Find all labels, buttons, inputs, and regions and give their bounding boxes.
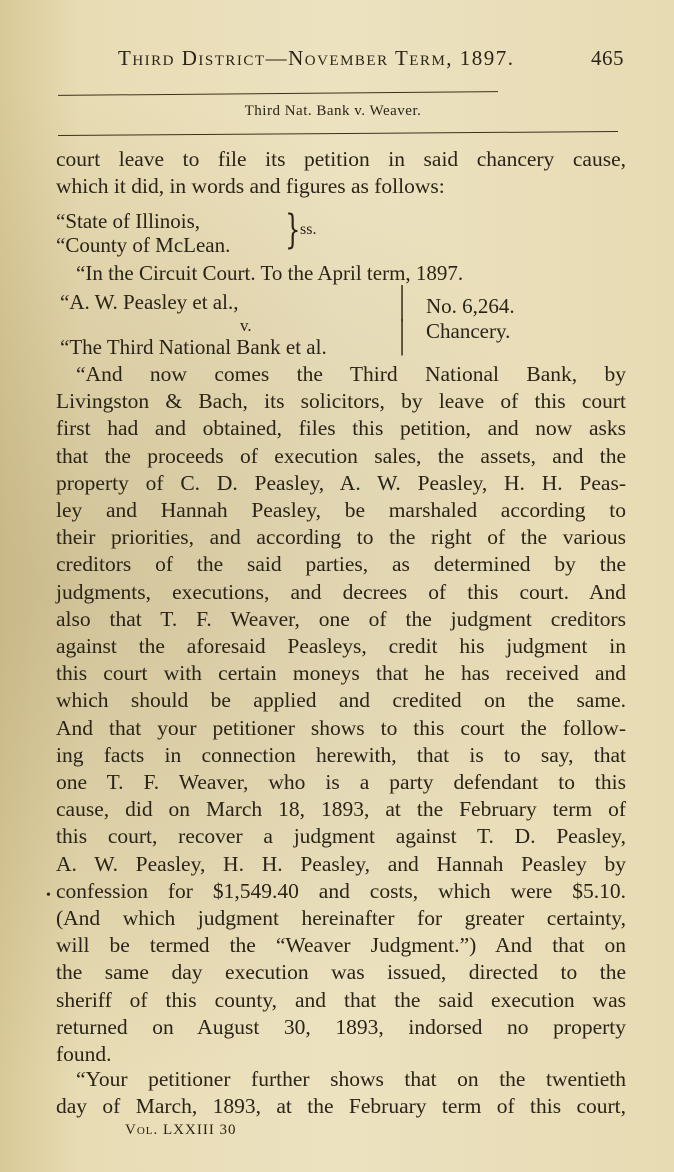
defendant: “The Third National Bank et al. xyxy=(60,335,327,359)
text-line: that the proceeds of execution sales, the assets, and the xyxy=(56,443,626,468)
versus: v. xyxy=(240,316,252,335)
text-line: against the aforesaid Peasleys, credit his judgment in xyxy=(56,634,626,659)
final-paragraph xyxy=(56,1066,626,1120)
text-line: this court, recover a judgment against T. D. Peasley, xyxy=(56,824,626,849)
text-line: the same day execution was issued, directed to the xyxy=(56,960,626,985)
caption-brace-bottom: | xyxy=(399,315,406,356)
margin-mark: • xyxy=(46,888,51,903)
text-line: “And now comes the Third National Bank, by xyxy=(76,362,626,386)
text-line: cause, did on March 18, 1893, at the February term of xyxy=(56,797,626,822)
text-line: day of March, 1893, at the February term of this court, xyxy=(56,1094,626,1119)
signature-mark: Vol. LXXIII 30 xyxy=(125,1122,237,1138)
petition-paragraph xyxy=(56,361,626,1068)
intro-paragraph xyxy=(56,146,626,200)
text-line: first had and obtained, files this petition, and now asks xyxy=(56,416,626,441)
case-number: No. 6,264. xyxy=(426,294,515,318)
venue-state: “State of Illinois, xyxy=(56,209,201,233)
text-line: And that your petitioner shows to this court the follow- xyxy=(56,715,626,740)
text-line: returned on August 30, 1893, indorsed no property xyxy=(56,1014,626,1039)
text-line: one T. F. Weaver, who is a party defendant to this xyxy=(56,770,626,795)
text-line: Livingston & Bach, its solicitors, by leave of this court xyxy=(56,389,626,414)
text-line: this court with certain moneys that he has received and xyxy=(56,661,626,686)
case-title xyxy=(0,103,674,120)
text-line: ley and Hannah Peasley, be marshaled according to xyxy=(56,498,626,523)
text-line: sheriff of this county, and that the said execution was xyxy=(56,987,626,1012)
header-rule xyxy=(58,91,498,96)
text-line: judgments, executions, and decrees of this court. And xyxy=(56,579,626,604)
text-line: court leave to file its petition in said chancery cause, xyxy=(56,147,626,171)
text-line: confession for $1,549.40 and costs, which were $5.10. xyxy=(56,878,626,903)
plaintiff: “A. W. Peasley et al., xyxy=(60,290,239,314)
text-line: creditors of the said parties, as determined by the xyxy=(56,552,626,577)
running-header xyxy=(118,46,624,71)
text-line: which it did, in words and figures as follows: xyxy=(56,174,445,199)
text-line: found. xyxy=(56,1042,112,1067)
page-number: 465 xyxy=(591,46,624,70)
subhead-rule xyxy=(58,131,618,136)
running-title: Third District—November Term, 1897. xyxy=(118,46,515,70)
court-line: “In the Circuit Court. To the April term, 1897. xyxy=(76,261,464,285)
case-type: Chancery. xyxy=(426,319,511,343)
text-line: which should be applied and credited on the same. xyxy=(56,688,626,713)
text-line: A. W. Peasley, H. H. Peasley, and Hannah Peasley by xyxy=(56,851,626,876)
text-line: also that T. F. Weaver, one of the judgment creditors xyxy=(56,606,626,631)
text-line: property of C. D. Peasley, A. W. Peasley, H. H. Peas- xyxy=(56,470,626,495)
venue-brace: } xyxy=(285,207,301,253)
text-line: will be termed the “Weaver Judgment.”) And that on xyxy=(56,933,626,958)
text-line: ing facts in connection herewith, that is to say, that xyxy=(56,742,626,767)
venue-county: “County of McLean. xyxy=(56,233,231,257)
case-title-text: Third Nat. Bank v. Weaver. xyxy=(244,103,422,119)
caption-brace-top: | xyxy=(399,281,406,322)
text-line: (And which judgment hereinafter for greater certainty, xyxy=(56,906,626,931)
text-line: “Your petitioner further shows that on the twentieth xyxy=(76,1067,626,1091)
venue-ss: ss. xyxy=(300,221,317,238)
text-line: their priorities, and according to the right of the various xyxy=(56,525,626,550)
